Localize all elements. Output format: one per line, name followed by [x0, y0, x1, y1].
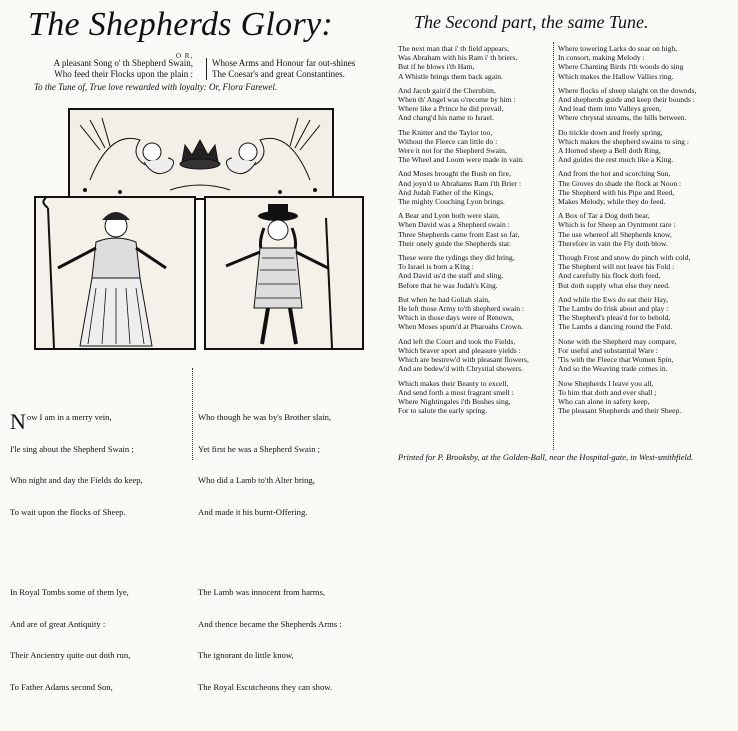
- verse-line: Was Abraham with his Ram i' th briers,: [398, 53, 518, 63]
- verse-line: For useful and substantial Ware :: [558, 345, 658, 355]
- verse-line: And made it his burnt-Offering.: [198, 506, 308, 517]
- verse-line: The Wheel and Loom were made in vain.: [398, 155, 524, 165]
- shepherd-icon: [206, 198, 362, 348]
- verse-line: Which makes the shepherd swains to sing :: [558, 136, 689, 146]
- verse-line: But doth supply what else they need.: [558, 280, 670, 290]
- verse-line: Which braver sport and pleasure yields :: [398, 345, 521, 355]
- stanza: [10, 566, 188, 713]
- verse-line: Where chrystal streams, the hills between.: [558, 113, 687, 123]
- stanza: [398, 295, 550, 332]
- verse-line: Before that he was Judah's King.: [398, 280, 498, 290]
- verse-line: And send forth a most fragrant smell :: [398, 387, 514, 397]
- stanza: [398, 128, 550, 165]
- verse-line: But when he had Goliah slain,: [398, 294, 490, 304]
- verse-line: For to salute the early spring.: [398, 406, 487, 416]
- verse-line: He left those Army to'th shepherd swain :: [398, 304, 525, 314]
- verse-line: And joyn'd to Abrahams Ram i'th Brier :: [398, 178, 522, 188]
- verse-line: Where Nightingales i'th Bushes sing,: [398, 396, 511, 406]
- verse-line: The Lamb was innocent from harms,: [198, 587, 325, 597]
- stanza: [398, 253, 550, 290]
- verse-line: 'Tis with the Fleece that Women Spin,: [558, 355, 674, 365]
- verse-line: And so the Weaving trade comes in.: [558, 364, 668, 374]
- verse-line: Now Shepherds I leave you all,: [558, 378, 654, 388]
- verse-line: And shepherds guide and keep their bounds :: [558, 95, 695, 105]
- stanza: [558, 44, 728, 81]
- verse-line: The Shepherd with his Pipe and Reed,: [558, 187, 675, 197]
- verse-line: And guides the rest much like a King.: [558, 155, 674, 165]
- verse-line: The use whereof all Shepherds know,: [558, 229, 672, 239]
- subtitle-right-line-2: The Coesar's and great Constantines.: [212, 69, 345, 79]
- verse-line: Which are bestrew'd with pleasant flowers,: [398, 355, 529, 365]
- verse-line: To Father Adams second Son,: [10, 681, 113, 692]
- stanza: [10, 391, 188, 538]
- angels-crown-icon: [70, 110, 332, 198]
- verse-line: The mighty Couching Lyon brings.: [398, 197, 505, 207]
- stanza: [558, 253, 728, 290]
- verse-line: Which makes the Hallow Vallies ring.: [558, 71, 674, 81]
- verse-line: These were the tydings they did bring,: [398, 253, 515, 263]
- stanza: [558, 86, 728, 123]
- verse-line: The Royal Escutcheons they can show.: [198, 681, 333, 692]
- stanza: [198, 391, 378, 538]
- subtitle-right-line-1: Whose Arms and Honour far out-shines: [212, 58, 356, 68]
- left-verse-col-2: [198, 370, 378, 731]
- stanza: [398, 379, 550, 416]
- verse-line: And Moses brought the Bush on fire,: [398, 169, 511, 179]
- verse-line: Who did a Lamb to'th Alter bring,: [198, 475, 315, 485]
- right-verse-col-1: [398, 44, 550, 420]
- verse-line: And while the Ews do eat their Hay,: [558, 294, 669, 304]
- stanza: [398, 44, 550, 81]
- subtitle-divider: [206, 58, 207, 80]
- verse-line: Which makes their Beauty to excell,: [398, 378, 509, 388]
- verse-line: When David was a Shepherd swain :: [398, 220, 510, 230]
- subtitle-left-line-1: A pleasant Song o' th Shepherd Swain,: [53, 58, 193, 68]
- verse-line: To him that doth and ever shall ;: [558, 387, 657, 397]
- stanza: [558, 211, 728, 248]
- verse-line: None with the Shepherd may compare,: [558, 336, 677, 346]
- shepherdess-icon: [36, 198, 194, 348]
- stanza: [558, 337, 728, 374]
- verse-line: And Jacob gain'd the Cherubim,: [398, 85, 496, 95]
- right-column-rule: [553, 42, 554, 450]
- verse-line: In consort, making Melody :: [558, 53, 645, 63]
- verse-line: The Shepherd will not leave his Fold :: [558, 262, 675, 272]
- verse-line: And Judah Father of the Kings,: [398, 187, 494, 197]
- verse-line: The Knitter and the Taylor too,: [398, 127, 493, 137]
- verse-line: And from the hot and scorching Sun,: [558, 169, 671, 179]
- verse-line: A Horned sheep a Bell doth Ring,: [558, 146, 661, 156]
- verse-line: The pleasant Shepherds and their Sheep.: [558, 406, 682, 416]
- left-column-rule: [192, 368, 193, 460]
- verse-line: And thence became the Shepherds Arms :: [198, 618, 342, 629]
- verse-line: A Whistle brings them back again.: [398, 71, 503, 81]
- verse-line: A Bear and Lyon both were slain,: [398, 211, 500, 221]
- verse-line: And chang'd his name to Israel.: [398, 113, 494, 123]
- verse-line: Were it not for the Shepherd Swain,: [398, 146, 507, 156]
- verse-line: To wait upon the flocks of Sheep.: [10, 506, 126, 517]
- verse-line: Therefore in vain the Fly doth blow.: [558, 238, 668, 248]
- left-verse-col-1: [10, 370, 188, 731]
- verse-line: Though Frost and snow do pinch with cold,: [558, 253, 691, 263]
- verse-line: The Shepherd's pleas'd for to behold,: [558, 313, 671, 323]
- verse-line: Which is for Sheep an Oyntment rare :: [558, 220, 676, 230]
- stanza: [558, 128, 728, 165]
- stanza: [198, 566, 378, 713]
- subtitle-right: [212, 58, 372, 80]
- or-label: O R,: [176, 52, 194, 60]
- subtitle-left: [18, 58, 193, 80]
- verse-line: Without the Fleece can little do :: [398, 136, 498, 146]
- left-title: The Shepherds Glory:: [28, 6, 334, 43]
- verse-line: And lead them into Valleys green,: [558, 104, 662, 114]
- verse-line: To Israel is born a King :: [398, 262, 474, 272]
- verse-line: Makes Melody, while they do feed.: [558, 197, 666, 207]
- verse-line: Their onely guide the Shepherds star.: [398, 238, 512, 248]
- shepherd-woodcut: [204, 196, 364, 350]
- verse-line: But if he blows i'th Ham,: [398, 62, 475, 72]
- stanza: [398, 169, 550, 206]
- verse-line: The ignorant do little know,: [198, 650, 294, 660]
- stanza: [558, 379, 728, 416]
- verse-line: Where Chanting Birds i'th woods do sing: [558, 62, 684, 72]
- tune-line: To the Tune of, True love rewarded with loyalty: Or, Flora Farewel.: [34, 82, 278, 92]
- verse-line: And are of great Antiquity :: [10, 618, 106, 629]
- verse-line: Their Ancientry quite out doth run,: [10, 650, 131, 660]
- verse-line: Now I am in a merry vein,: [10, 409, 112, 434]
- verse-line: When Moses spum'd at Pharoahs Crown.: [398, 322, 523, 332]
- verse-line: And are bedew'd with Chrystial showers.: [398, 364, 523, 374]
- verse-line: Where like a Prince he did prevail,: [398, 104, 504, 114]
- imprint: Printed for P. Brooksby, at the Golden-Ball, near the Hospital-gate, in West-smithfield.: [398, 452, 694, 462]
- second-part-title: The Second part, the same Tune.: [414, 12, 649, 32]
- verse-line: And carefully his flock doth feed,: [558, 271, 661, 281]
- verse-line: Who though he was by's Brother slain,: [198, 412, 332, 422]
- stanza: [398, 86, 550, 123]
- stanza: [398, 337, 550, 374]
- verse-line: The Lambs a dancing round the Fold.: [558, 322, 673, 332]
- verse-line: Three Shepherds came from East so far,: [398, 229, 520, 239]
- angels-crown-woodcut: [68, 108, 334, 200]
- verse-line: The Lambs do frisk about and play :: [558, 304, 669, 314]
- verse-line: Who night and day the Fields do keep,: [10, 475, 143, 485]
- stanza: [398, 211, 550, 248]
- verse-line: Where towering Larks do soar on high,: [558, 44, 678, 53]
- stanza: [558, 295, 728, 332]
- verse-line: When th' Angel was o'recome by him :: [398, 95, 516, 105]
- verse-line: A Box of Tar a Dog doth bear,: [558, 211, 650, 221]
- stanza: [558, 169, 728, 206]
- verse-line: I'le sing about the Shepherd Swain ;: [10, 443, 134, 454]
- subtitle-left-line-2: Who feed their Flocks upon the plain :: [54, 69, 193, 79]
- verse-line: In Royal Tombs some of them lye,: [10, 587, 129, 597]
- verse-line: Where flocks of sheep slaight on the downds,: [558, 85, 697, 95]
- verse-line: And left the Court and took the Fields,: [398, 336, 516, 346]
- verse-line: And David us'd the staff and sling,: [398, 271, 504, 281]
- verse-line: Do trickle down and freely spring,: [558, 127, 663, 137]
- verse-line: Who can alone in safety keep,: [558, 396, 650, 406]
- verse-line: The next man that i' th field appears,: [398, 44, 510, 53]
- verse-line: Which in those days were of Renown,: [398, 313, 514, 323]
- shepherdess-woodcut: [34, 196, 196, 350]
- right-verse-col-2: [558, 44, 728, 420]
- verse-line: Yet first he was a Shepherd Swain ;: [198, 443, 321, 454]
- verse-line: The Groves do shade the flock at Noon :: [558, 178, 682, 188]
